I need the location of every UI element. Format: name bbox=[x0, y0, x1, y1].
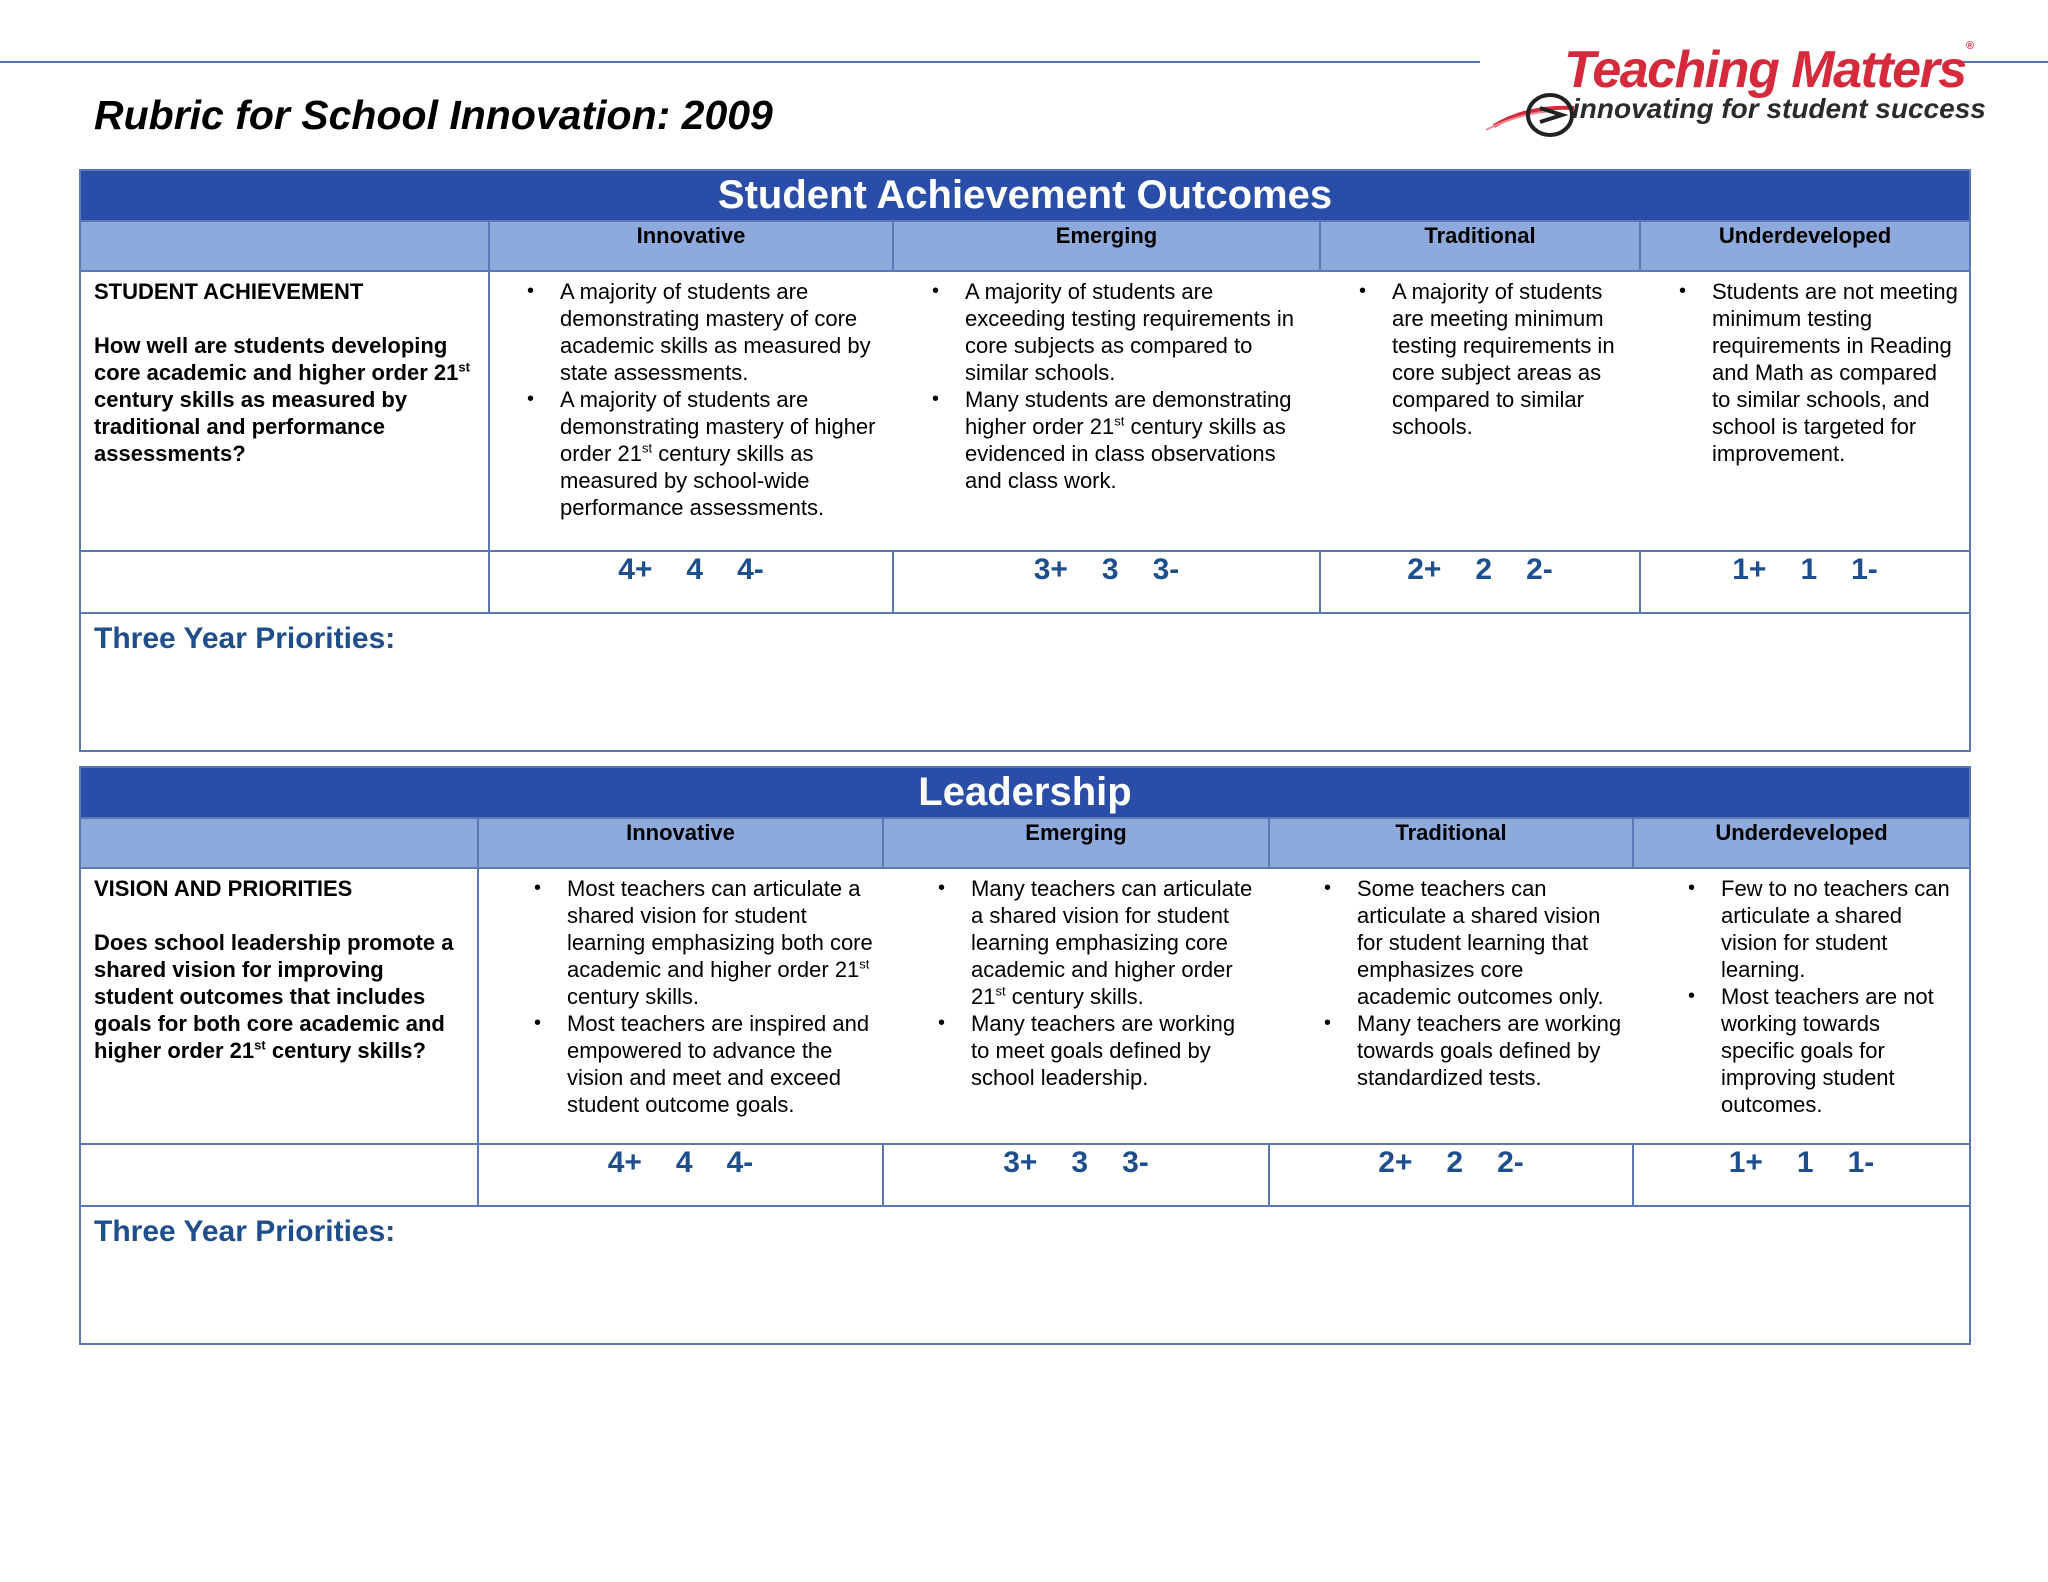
criterion-row bbox=[80, 868, 1970, 1144]
score-4[interactable]: 4 bbox=[686, 553, 704, 586]
score-options-traditional bbox=[1320, 551, 1640, 613]
score-options-innovative bbox=[478, 1144, 883, 1206]
priorities-label: Three Year Priorities: bbox=[94, 1215, 396, 1248]
score-options-underdeveloped bbox=[1633, 1144, 1970, 1206]
score-4-plus[interactable]: 4+ bbox=[618, 553, 653, 586]
section-title: Leadership bbox=[80, 767, 1970, 818]
score-options-underdeveloped bbox=[1640, 551, 1970, 613]
score-2-plus[interactable]: 2+ bbox=[1378, 1146, 1413, 1179]
list-item: • Students are not meeting minimum testing requirements in Reading and Math as compared to similar schools, and school is targeted for improvement. bbox=[1712, 278, 1959, 467]
priorities-cell[interactable] bbox=[80, 613, 1970, 751]
descriptor-emerging bbox=[893, 271, 1320, 551]
score-options-emerging bbox=[883, 1144, 1269, 1206]
column-header-underdeveloped: Underdeveloped bbox=[1640, 221, 1970, 271]
score-2-minus[interactable]: 2- bbox=[1526, 553, 1553, 586]
list-item: • Most teachers can articulate a shared vision for student learning emphasizing both core academic and higher order 21st century skills. bbox=[567, 875, 873, 1010]
rubric-table-student-achievement bbox=[79, 169, 1971, 752]
column-header-row bbox=[80, 818, 1970, 868]
criterion-name: STUDENT ACHIEVEMENT bbox=[94, 279, 364, 304]
score-row bbox=[80, 551, 1970, 613]
criterion-name: VISION AND PRIORITIES bbox=[94, 876, 353, 901]
descriptor-emerging bbox=[883, 868, 1269, 1144]
column-header-blank bbox=[80, 221, 489, 271]
column-header-traditional: Traditional bbox=[1320, 221, 1640, 271]
score-2-plus[interactable]: 2+ bbox=[1407, 553, 1442, 586]
criterion-question: How well are students developing core academic and higher order 21st century skills as measured by traditional and performance assessments? bbox=[94, 333, 470, 466]
score-options-emerging bbox=[893, 551, 1320, 613]
column-header-emerging: Emerging bbox=[883, 818, 1269, 868]
list-item: • A majority of students are demonstrating mastery of higher order 21st century skills as measured by school-wide performance assessments. bbox=[560, 386, 883, 521]
column-header-row bbox=[80, 221, 1970, 271]
list-item: • Many teachers are working to meet goals defined by school leadership. bbox=[971, 1010, 1259, 1091]
logo-brand-text: Teaching Matters® bbox=[1564, 40, 1973, 99]
score-2[interactable]: 2 bbox=[1446, 1146, 1464, 1179]
column-header-underdeveloped: Underdeveloped bbox=[1633, 818, 1970, 868]
score-cell-blank bbox=[80, 551, 489, 613]
teaching-matters-logo bbox=[1480, 40, 1986, 140]
section-title: Student Achievement Outcomes bbox=[80, 170, 1970, 221]
priorities-row bbox=[80, 613, 1970, 751]
column-header-emerging: Emerging bbox=[893, 221, 1320, 271]
score-2-minus[interactable]: 2- bbox=[1497, 1146, 1524, 1179]
criterion-cell bbox=[80, 868, 478, 1144]
descriptor-traditional bbox=[1320, 271, 1640, 551]
score-3[interactable]: 3 bbox=[1071, 1146, 1089, 1179]
score-3[interactable]: 3 bbox=[1101, 553, 1119, 586]
score-2[interactable]: 2 bbox=[1475, 553, 1493, 586]
descriptor-traditional bbox=[1269, 868, 1633, 1144]
column-header-innovative: Innovative bbox=[489, 221, 893, 271]
logo-tagline: innovating for student success bbox=[1572, 93, 1986, 124]
score-1-minus[interactable]: 1- bbox=[1851, 553, 1878, 586]
priorities-row bbox=[80, 1206, 1970, 1344]
score-3-plus[interactable]: 3+ bbox=[1003, 1146, 1038, 1179]
criterion-cell bbox=[80, 271, 489, 551]
page-title: Rubric for School Innovation: 2009 bbox=[94, 92, 773, 138]
score-row bbox=[80, 1144, 1970, 1206]
descriptor-innovative bbox=[478, 868, 883, 1144]
priorities-label: Three Year Priorities: bbox=[94, 622, 396, 655]
score-options-innovative bbox=[489, 551, 893, 613]
score-3-plus[interactable]: 3+ bbox=[1033, 553, 1068, 586]
rubric-table-leadership bbox=[79, 766, 1971, 1345]
score-1[interactable]: 1 bbox=[1796, 1146, 1814, 1179]
descriptor-underdeveloped bbox=[1633, 868, 1970, 1144]
score-options-traditional bbox=[1269, 1144, 1633, 1206]
criterion-question: Does school leadership promote a shared vision for improving student outcomes that includes goals for both core academic and higher order 21st century skills? bbox=[94, 930, 454, 1063]
score-1[interactable]: 1 bbox=[1800, 553, 1818, 586]
list-item: • Few to no teachers can articulate a shared vision for student learning. bbox=[1721, 875, 1959, 983]
list-item: • Many students are demonstrating higher order 21st century skills as evidenced in class observations and class work. bbox=[965, 386, 1310, 494]
list-item: • Many teachers can articulate a shared vision for student learning emphasizing core academic and higher order 21st century skills. bbox=[971, 875, 1259, 1010]
descriptor-innovative bbox=[489, 271, 893, 551]
score-4-minus[interactable]: 4- bbox=[737, 553, 764, 586]
list-item: • Most teachers are inspired and empowered to advance the vision and meet and exceed student outcome goals. bbox=[567, 1010, 873, 1118]
column-header-innovative: Innovative bbox=[478, 818, 883, 868]
list-item: • A majority of students are meeting minimum testing requirements in core subject areas as compared to similar schools. bbox=[1392, 278, 1630, 440]
score-1-plus[interactable]: 1+ bbox=[1732, 553, 1767, 586]
score-4-plus[interactable]: 4+ bbox=[607, 1146, 642, 1179]
priorities-cell[interactable] bbox=[80, 1206, 1970, 1344]
score-3-minus[interactable]: 3- bbox=[1122, 1146, 1149, 1179]
column-header-blank bbox=[80, 818, 478, 868]
list-item: • Many teachers are working towards goals defined by standardized tests. bbox=[1357, 1010, 1623, 1091]
list-item: • A majority of students are demonstrating mastery of core academic skills as measured by state assessments. bbox=[560, 278, 883, 386]
score-3-minus[interactable]: 3- bbox=[1152, 553, 1180, 586]
score-4-minus[interactable]: 4- bbox=[726, 1146, 754, 1179]
column-header-traditional: Traditional bbox=[1269, 818, 1633, 868]
score-1-plus[interactable]: 1+ bbox=[1728, 1146, 1763, 1179]
descriptor-underdeveloped bbox=[1640, 271, 1970, 551]
score-4[interactable]: 4 bbox=[675, 1146, 693, 1179]
list-item: • A majority of students are exceeding testing requirements in core subjects as compared to similar schools. bbox=[965, 278, 1310, 386]
score-cell-blank bbox=[80, 1144, 478, 1206]
list-item: • Most teachers are not working towards specific goals for improving student outcomes. bbox=[1721, 983, 1959, 1118]
list-item: • Some teachers can articulate a shared vision for student learning that emphasizes core academic outcomes only. bbox=[1357, 875, 1623, 1010]
criterion-row bbox=[80, 271, 1970, 551]
score-1-minus[interactable]: 1- bbox=[1847, 1146, 1875, 1179]
